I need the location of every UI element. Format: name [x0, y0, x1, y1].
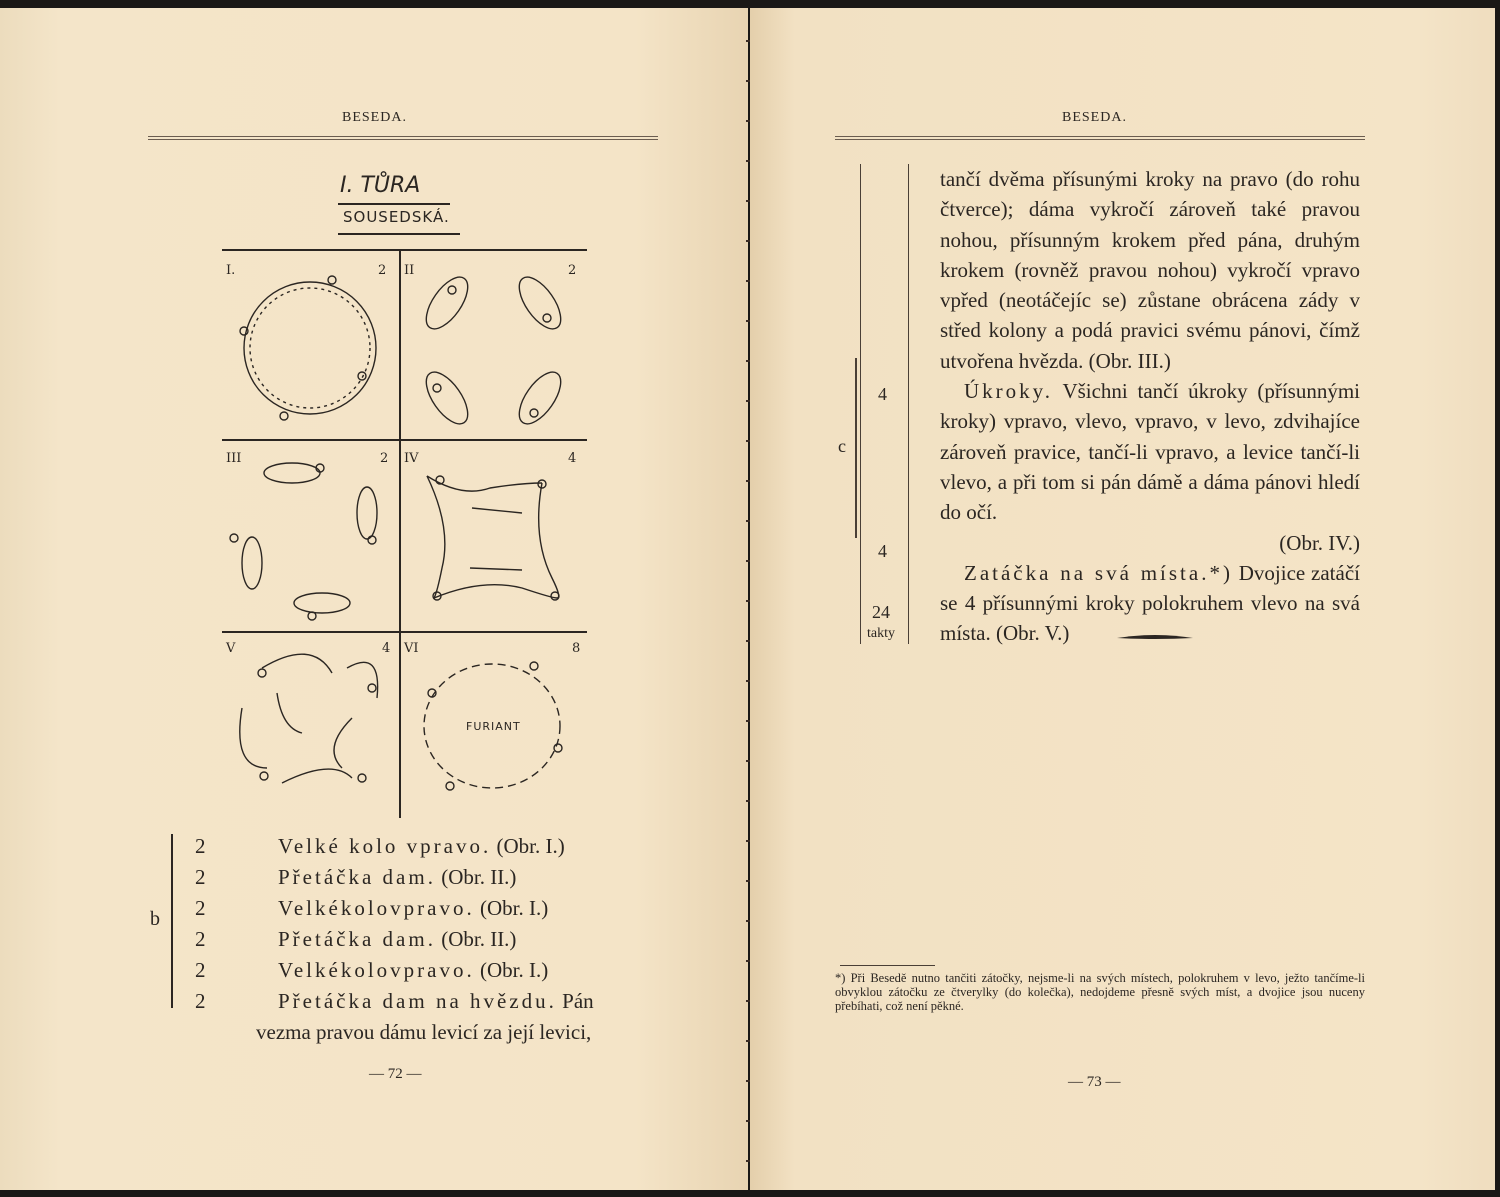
b-section-label: b	[150, 908, 160, 930]
step-list	[256, 831, 594, 1048]
count-1: 2	[195, 834, 206, 858]
panel-4-count: 4	[568, 451, 577, 466]
step-row	[278, 924, 594, 955]
zatacka-title: Zatáčka na svá místa.*)	[964, 560, 1233, 585]
footnote: *) Při Besedě nutno tančiti zátočky, nejsme-li na svých místech, polokruhem v levo, ježto tančíme-li obvyklou zátočku ze čtverylky (do kolečka), nedojdeme přesně svých míst, a dvojice jsou nuceny přebíhati, což není pěkné.	[835, 971, 1365, 1013]
margin-count-2: 4	[878, 541, 887, 561]
figure-subtitle: SOUSEDSKÁ.	[343, 208, 450, 226]
step-row	[278, 986, 594, 1017]
ukroky-title: Úkroky.	[964, 379, 1054, 404]
right-header-rule	[835, 136, 1365, 140]
step-row	[278, 955, 594, 986]
count-2: 2	[195, 865, 206, 889]
right-body-text	[940, 164, 1360, 649]
c-section-brace	[855, 358, 857, 538]
panel-3-numeral: III	[226, 451, 242, 466]
ukroky-ref: (Obr. IV.)	[1279, 530, 1360, 555]
step-name: Velkékolovpravo.	[278, 896, 475, 920]
total-bars: 24	[872, 602, 890, 622]
left-running-header: BESEDA.	[342, 110, 407, 125]
right-running-header: BESEDA.	[1062, 110, 1127, 125]
ukroky-paragraph	[940, 376, 1360, 527]
panel-2-numeral: II	[404, 263, 415, 278]
right-page	[750, 8, 1495, 1190]
count-6: 2	[195, 989, 206, 1013]
step-name: Velkékolovpravo.	[278, 958, 475, 982]
panel-2-count: 2	[568, 263, 577, 278]
ukroky-text: Všichni tančí úkroky (přísunnými kroky) vpravo, vlevo, vpravo, v levo, zdvihajíce zároveň pravice, tančí-li vpravo, a levice tančí-li vlevo, a při tom si pán dámě a dáma pánovi hledí do očí.	[940, 379, 1361, 525]
step-row	[278, 893, 594, 924]
panel-1-circle	[244, 282, 376, 414]
step-ref: (Obr. II.)	[441, 865, 517, 889]
step-row	[278, 862, 594, 893]
continuation-line: vezma pravou dámu levicí za její levici,	[256, 1020, 592, 1044]
margin-rule-left	[860, 164, 861, 644]
count-5: 2	[195, 958, 206, 982]
total-unit: takty	[867, 626, 895, 641]
left-page-number: — 72 —	[369, 1066, 422, 1082]
left-header-rule	[148, 136, 658, 140]
panel-1-count: 2	[378, 263, 387, 278]
panel-6-count: 8	[572, 641, 581, 656]
margin-rule-right	[908, 164, 909, 644]
panel-5-numeral: V	[226, 641, 236, 656]
count-4: 2	[195, 927, 206, 951]
step-ref: Pán	[562, 989, 594, 1013]
panel-1-numeral: I.	[226, 263, 236, 278]
panel-4-numeral: IV	[404, 451, 419, 466]
panel-5-count: 4	[382, 641, 391, 656]
step-name: Velké kolo vpravo.	[278, 834, 492, 858]
step-row	[278, 831, 594, 862]
c-section-label: c	[838, 436, 846, 456]
panel-3-count: 2	[380, 451, 389, 466]
title-underline	[338, 203, 450, 205]
step-ref: (Obr. I.)	[479, 958, 549, 982]
dance-figure-diagram	[222, 248, 592, 823]
step-name: Přetáčka dam.	[278, 927, 436, 951]
bar-counts	[195, 831, 206, 1017]
panel-6-numeral: VI	[404, 641, 419, 656]
footnote-rule	[840, 965, 935, 966]
subtitle-underline	[338, 233, 460, 235]
furiant-label: FURIANT	[466, 720, 521, 733]
b-section-brace	[171, 834, 173, 1008]
zatacka-text: Dvojice zatáčí se 4 přísunnými kroky polokruhem vlevo na svá místa. (Obr. V.)	[940, 560, 1360, 646]
figure-title: I. TŮRA	[340, 173, 421, 198]
margin-count-1: 4	[878, 384, 887, 404]
left-page	[0, 8, 748, 1190]
right-page-number: — 73 —	[1068, 1074, 1121, 1090]
step-ref: (Obr. I.)	[479, 896, 549, 920]
paragraph-1: tančí dvěma přísunými kroky na pravo (do rohu čtverce); dáma vykročí zároveň také pravou nohou, přísunným krokem před pána, druhým krokem (rovněž pravou nohou) vykročí vpravo vpřed (neotáčejíc se) zůstane obrácena zády v střed kolony a podá pravici svému pánovi, čímž utvořena hvězda. (Obr. III.)	[940, 167, 1360, 373]
step-name: Přetáčka dam na hvězdu.	[278, 989, 557, 1013]
step-ref: (Obr. I.)	[496, 834, 565, 858]
step-name: Přetáčka dam.	[278, 865, 436, 889]
count-3: 2	[195, 896, 206, 920]
step-ref: (Obr. II.)	[441, 927, 517, 951]
end-ornament	[1115, 626, 1195, 646]
